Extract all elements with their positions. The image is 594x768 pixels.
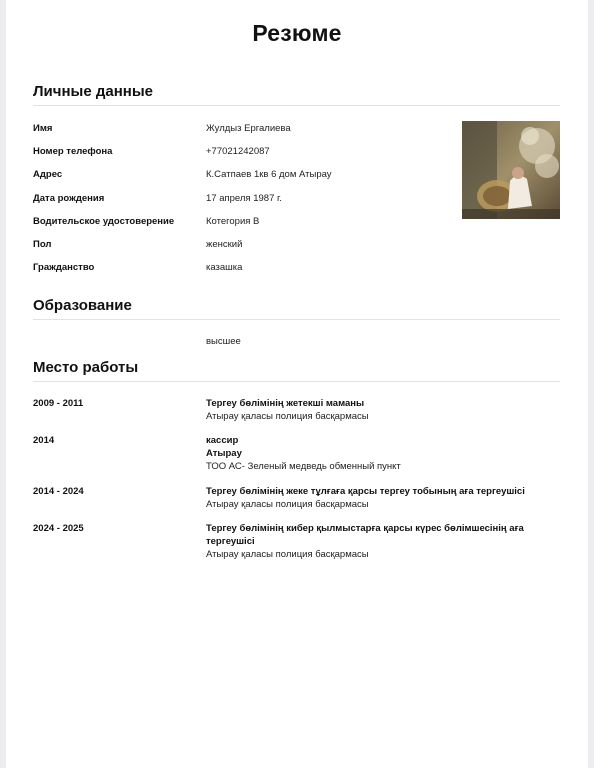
- job-location: Атырау: [206, 448, 242, 459]
- label-address: Адрес: [33, 169, 63, 180]
- page-title: Резюме: [252, 20, 342, 46]
- job-organization: Атырау қаласы полиция басқармасы: [206, 411, 369, 422]
- label-birthdate: Дата рождения: [33, 193, 105, 204]
- value-citizenship: казашка: [206, 262, 243, 273]
- label-phone: Номер телефона: [33, 146, 113, 157]
- job-title: Тергеу бөлімінің жетекші маманы: [206, 398, 365, 409]
- job-period: 2014: [33, 435, 55, 446]
- profile-photo-image: [462, 121, 560, 219]
- resume-page: [6, 0, 588, 768]
- job-entry: [206, 522, 551, 561]
- job-period: 2009 - 2011: [33, 398, 84, 409]
- job-title: Тергеу бөлімінің жеке тұлғаға қарсы тергеу тобының аға тергеушісі: [206, 486, 525, 497]
- section-heading-work: Место работы: [33, 359, 139, 376]
- job-period: 2014 - 2024: [33, 486, 84, 497]
- section-heading-education: Образование: [33, 297, 132, 314]
- job-organization: Атырау қаласы полиция басқармасы: [206, 499, 369, 510]
- value-drivers-license: Котегория B: [206, 216, 260, 227]
- value-name: Жулдыз Ергалиева: [206, 123, 291, 134]
- profile-photo: [462, 121, 560, 219]
- value-birthdate: 17 апреля 1987 г.: [206, 193, 282, 204]
- job-period: 2024 - 2025: [33, 523, 84, 534]
- value-address: К.Сатпаев 1кв 6 дом Атырау: [206, 169, 332, 180]
- job-entry: [206, 485, 556, 511]
- job-organization: Атырау қаласы полиция басқармасы: [206, 549, 369, 560]
- label-name: Имя: [33, 123, 53, 134]
- divider: [33, 319, 560, 320]
- section-heading-personal: Личные данные: [33, 83, 153, 100]
- divider: [33, 105, 560, 106]
- value-phone: +77021242087: [206, 146, 270, 157]
- job-title: кассир: [206, 435, 239, 446]
- value-education: высшее: [206, 336, 241, 347]
- label-citizenship: Гражданство: [33, 262, 95, 273]
- job-organization: ТОО АС- Зеленый медведь обменный пункт: [206, 461, 401, 472]
- divider: [33, 381, 560, 382]
- value-gender: женский: [206, 239, 243, 250]
- job-entry: [206, 397, 556, 423]
- job-title: Тергеу бөлімінің кибер қылмыстарға қарсы күрес бөлімшесінің аға тергеушісі: [206, 523, 524, 547]
- job-entry: [206, 434, 556, 473]
- label-drivers-license: Водительское удостоверение: [33, 216, 175, 227]
- label-gender: Пол: [33, 239, 52, 250]
